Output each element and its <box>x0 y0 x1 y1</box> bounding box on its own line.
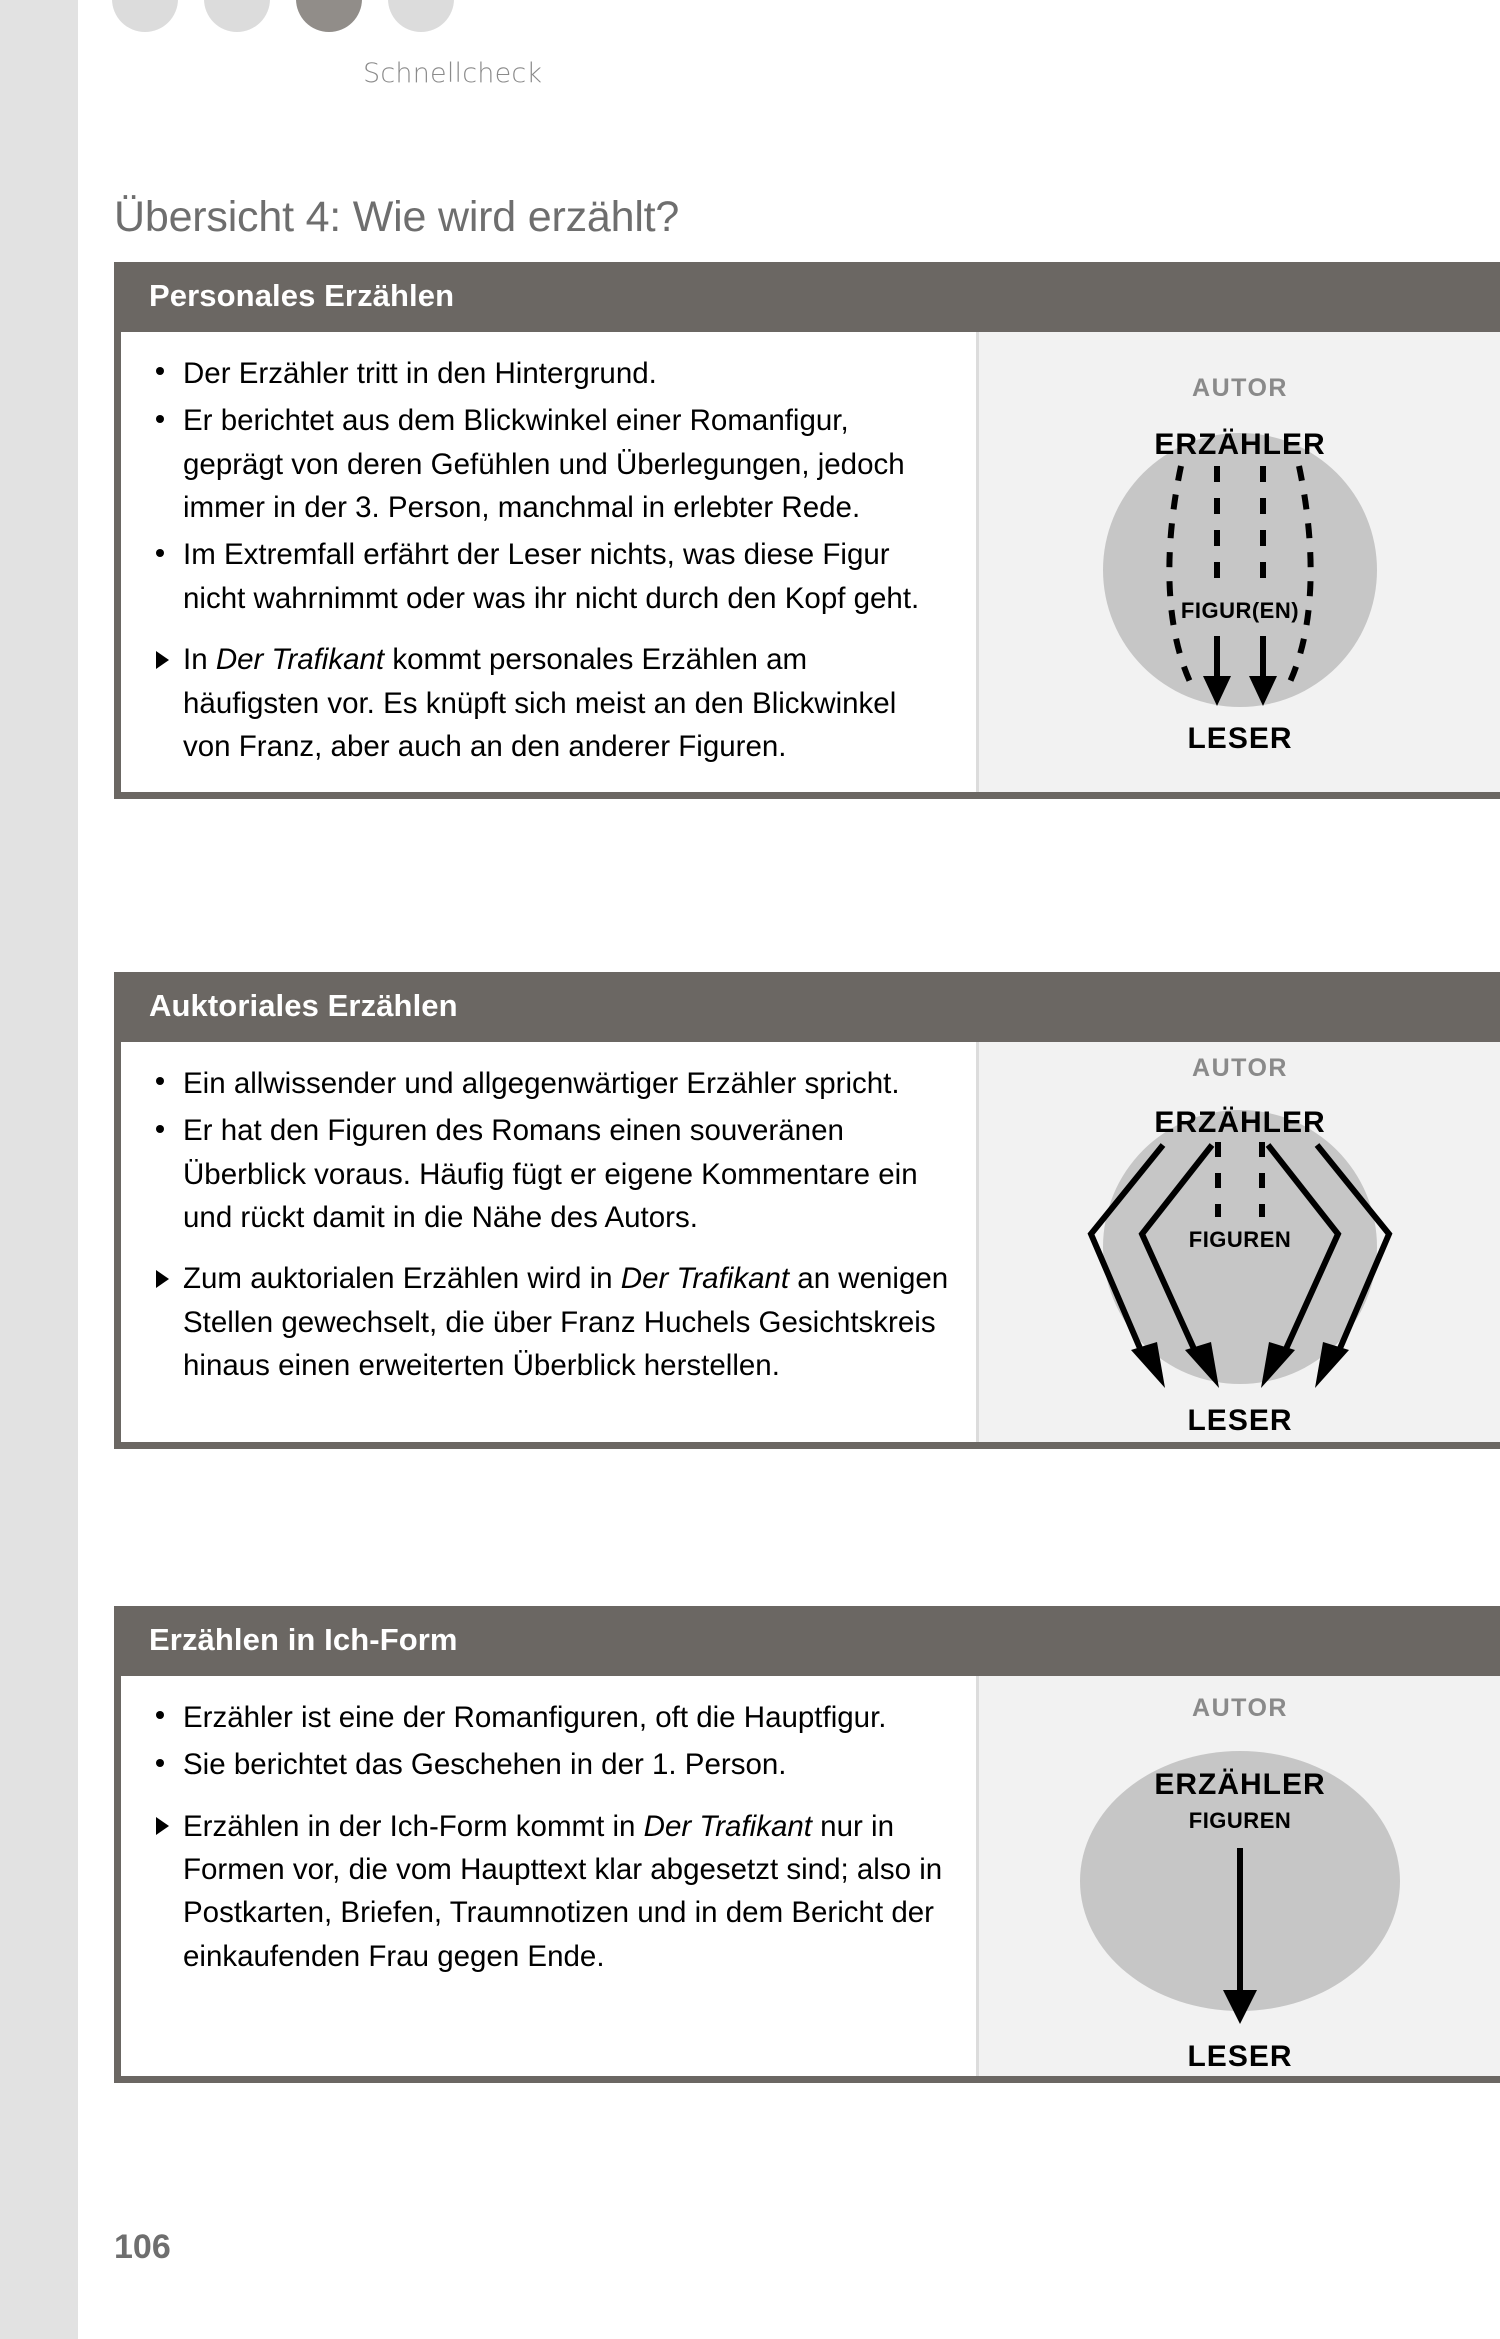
section-personales-erzaehlen <box>114 262 1500 799</box>
note-after: an wenigen Stellen gewechselt, die über Franz Huchels Gesichtskreis hinaus einen erweiterten Überblick herstellen. <box>183 1262 949 1383</box>
section-auktoriales-erzaehlen <box>114 972 1500 1449</box>
section-heading: Auktoriales Erzählen <box>121 972 1500 1042</box>
section-text <box>121 1042 976 1442</box>
autor-label: AUTOR <box>1191 374 1288 402</box>
erzaehler-label: ERZÄHLER <box>1153 1768 1326 1801</box>
leser-label: LESER <box>1186 1404 1293 1437</box>
bullet-list <box>143 1062 950 1239</box>
section-heading: Personales Erzählen <box>121 262 1500 332</box>
note-item <box>143 638 950 768</box>
bullet-dot-icon <box>156 1077 164 1085</box>
section-erzaehlen-in-ich-form <box>114 1606 1500 2083</box>
erzaehler-label: ERZÄHLER <box>1153 1106 1326 1139</box>
section-text <box>121 1676 976 2076</box>
figuren-label: FIGUR(EN) <box>1180 598 1299 623</box>
note-before: Erzählen in der Ich-Form kommt in <box>183 1809 644 1843</box>
section-text <box>121 332 976 792</box>
note-before: In <box>183 643 216 677</box>
bullet-dot-icon <box>156 1125 164 1133</box>
section-heading: Erzählen in Ich-Form <box>121 1606 1500 1676</box>
list-item <box>143 399 950 529</box>
diagram-svg <box>1005 1042 1475 1442</box>
bullet-text: Der Erzähler tritt in den Hintergrund. <box>183 357 657 390</box>
page-number: 106 <box>114 2228 171 2266</box>
bullet-dot-icon <box>156 367 164 375</box>
triangle-bullet-icon <box>156 1817 169 1835</box>
diagram-authorial-narration <box>979 1042 1500 1442</box>
list-item <box>143 1743 950 1786</box>
section-body <box>121 1042 1500 1449</box>
list-item <box>143 533 950 620</box>
note-after: nur in Formen vor, die vom Haupttext klar abgesetzt sind; also in Postkarten, Briefen, Traumnotizen und in dem Bericht der einkaufenden Frau gegen Ende. <box>183 1809 943 1973</box>
note-before: Zum auktorialen Erzählen wird in <box>183 1262 621 1296</box>
chip-3-active <box>296 0 362 32</box>
chapter-label: Schnellcheck <box>363 58 543 89</box>
section-body <box>121 332 1500 799</box>
list-item <box>143 1062 950 1105</box>
bullet-dot-icon <box>156 1759 164 1767</box>
figure-panel <box>976 1042 1500 1442</box>
diagram-svg <box>1005 1676 1475 2076</box>
autor-label: AUTOR <box>1191 1694 1288 1722</box>
bullet-list <box>143 352 950 620</box>
list-item <box>143 1109 950 1239</box>
diagram-personal-narration <box>979 362 1500 822</box>
note-after: kommt personales Erzählen am häufigsten vor. Es knüpft sich meist an den Blickwinkel von Franz, aber auch an den anderer Figuren. <box>183 643 897 763</box>
chip-1 <box>112 0 178 32</box>
note-item <box>143 1257 950 1387</box>
list-item <box>143 352 950 395</box>
bullet-dot-icon <box>156 549 164 557</box>
chapter-progress-chips <box>112 0 454 32</box>
bullet-dot-icon <box>156 415 164 423</box>
bullet-text: Erzähler ist eine der Romanfiguren, oft die Hauptfigur. <box>183 1701 887 1734</box>
erzaehler-label: ERZÄHLER <box>1153 428 1326 461</box>
leser-label: LESER <box>1186 722 1293 755</box>
bullet-dot-icon <box>156 1711 164 1719</box>
diagram-svg <box>1005 362 1475 762</box>
diagram-first-person-narration <box>979 1676 1500 2076</box>
bullet-text: Er hat den Figuren des Romans einen souveränen Überblick voraus. Häufig fügt er eigene Kommentare ein und rückt damit in die Nähe des Autors. <box>183 1114 918 1235</box>
bullet-text: Sie berichtet das Geschehen in der 1. Person. <box>183 1748 787 1782</box>
note-title-italic: Der Trafikant <box>215 643 385 677</box>
figure-panel <box>976 332 1500 792</box>
list-item <box>143 1696 950 1739</box>
section-body <box>121 1676 1500 2083</box>
narrator-circle <box>1103 433 1377 707</box>
chip-2 <box>204 0 270 32</box>
page-title: Übersicht 4: Wie wird erzählt? <box>114 193 680 241</box>
bullet-list <box>143 1696 950 1787</box>
note-title-italic: Der Trafikant <box>643 1809 812 1843</box>
bullet-text: Er berichtet aus dem Blickwinkel einer Romanfigur, geprägt von deren Gefühlen und Überlegungen, jedoch immer in der 3. Person, manchmal in erlebter Rede. <box>183 404 905 525</box>
note-title-italic: Der Trafikant <box>620 1262 790 1296</box>
figuren-label: FIGUREN <box>1188 1227 1291 1252</box>
triangle-bullet-icon <box>156 1270 169 1288</box>
note-item <box>143 1805 950 1978</box>
triangle-bullet-icon <box>156 651 169 669</box>
bullet-text: Im Extremfall erfährt der Leser nichts, was diese Figur nicht wahrnimmt oder was ihr nicht durch den Kopf geht. <box>183 538 920 615</box>
autor-label: AUTOR <box>1191 1054 1288 1082</box>
page-margin-strip <box>0 0 78 2339</box>
figuren-label: FIGUREN <box>1188 1808 1291 1833</box>
bullet-text: Ein allwissender und allgegenwärtiger Erzähler spricht. <box>183 1067 900 1100</box>
leser-label: LESER <box>1186 2040 1293 2073</box>
chip-4 <box>388 0 454 32</box>
figure-panel <box>976 1676 1500 2076</box>
